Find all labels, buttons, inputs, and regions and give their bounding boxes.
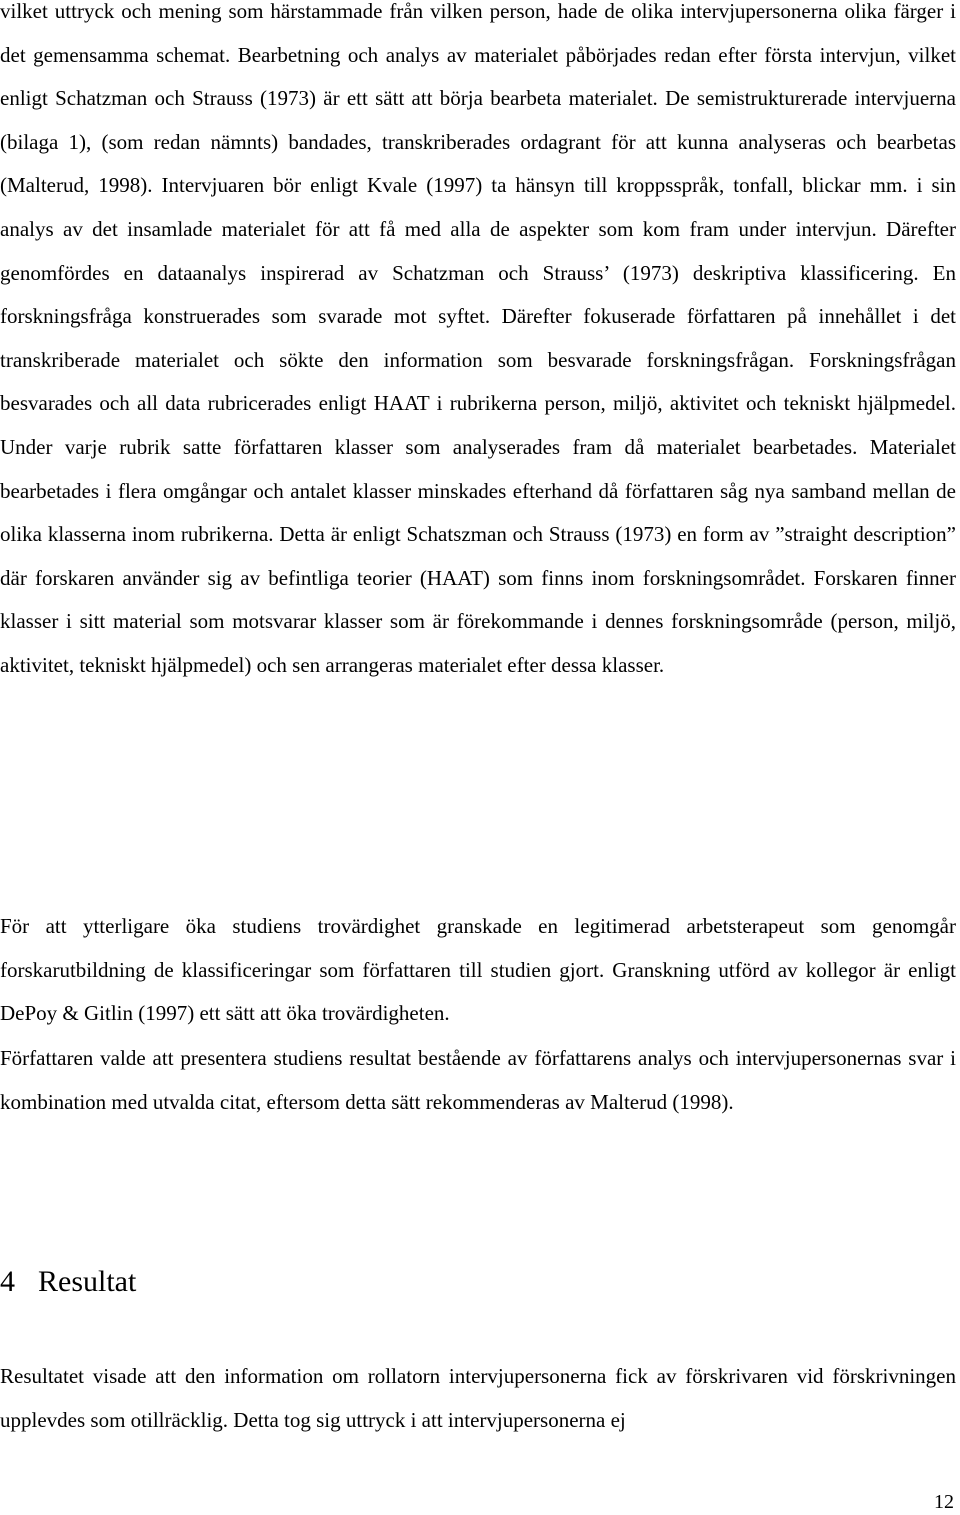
- paragraph-results: Resultatet visade att den information om rollatorn intervjupersonerna fick av förskrivaren vid förskrivningen upplevdes som otillräcklig. Detta tog sig uttryck i att intervjupersonerna ej: [0, 1364, 956, 1432]
- paragraph-trustworthiness: För att ytterligare öka studiens trovärdighet granskade en legitimerad arbetsterapeut som genomgår forskarutbildning de klassificeringar som författaren till studien gjort. Granskning utförd av kollegor är enligt DePoy & Gitlin (1997) ett sätt att öka trovärdigheten.: [0, 914, 956, 1026]
- section-number: 4: [0, 1265, 15, 1298]
- paragraph-presentation: Författaren valde att presentera studiens resultat bestående av författarens analys och intervjupersonernas svar i kombination med utvalda citat, eftersom detta sätt rekommenderas av Malterud (1998).: [0, 1046, 956, 1114]
- section-title: Resultat: [38, 1265, 137, 1298]
- page-number: 12: [934, 1491, 954, 1513]
- paragraph-analysis-method: vilket uttryck och mening som härstammade från vilken person, hade de olika intervjupersonerna olika färger i det gemensamma schemat. Bearbetning och analys av materialet påbörjades redan efter första intervjun, vilket enligt Schatzman och Strauss (1973) är ett sätt att börja bearbeta materialet. De semistrukturerade intervjuerna (bilaga 1), (som redan nämnts) bandades, transkriberades ordagrant för att kunna analyseras och bearbetas (Malterud, 1998). Intervjuaren bör enligt Kvale (1997) ta hänsyn till kroppsspråk, tonfall, blickar mm. i sin analys av det insamlade materialet för att få med alla de aspekter som kom fram under intervjun. Därefter genomfördes en dataanalys inspirerad av Schatzman och Strauss’ (1973) deskriptiva klassificering. En forskningsfråga konstruerades som svarade mot syftet. Därefter fokuserade författaren på innehållet i det transkriberade materialet och sökte den information som besvarade forskningsfrågan. Forskningsfrågan besvarades och all data rubricerades enligt HAAT i rubrikerna person, miljö, aktivitet och tekniskt hjälpmedel. Under varje rubrik satte författaren klasser som analyserades fram då materialet bearbetades. Materialet bearbetades i flera omgångar och antalet klasser minskades efterhand då författaren såg nya samband mellan de olika klasserna inom rubrikerna. Detta är enligt Schatszman och Strauss (1973) en form av ”straight description” där forskaren använder sig av befintliga teorier (HAAT) som finns inom forskningsområdet. Forskaren finner klasser i sitt material som motsvarar klasser som är förekommande i dennes forskningsområde (person, miljö, aktivitet, tekniskt hjälpmedel) och sen arrangeras materialet efter dessa klasser.: [0, 0, 956, 677]
- section-heading: [0, 1258, 136, 1306]
